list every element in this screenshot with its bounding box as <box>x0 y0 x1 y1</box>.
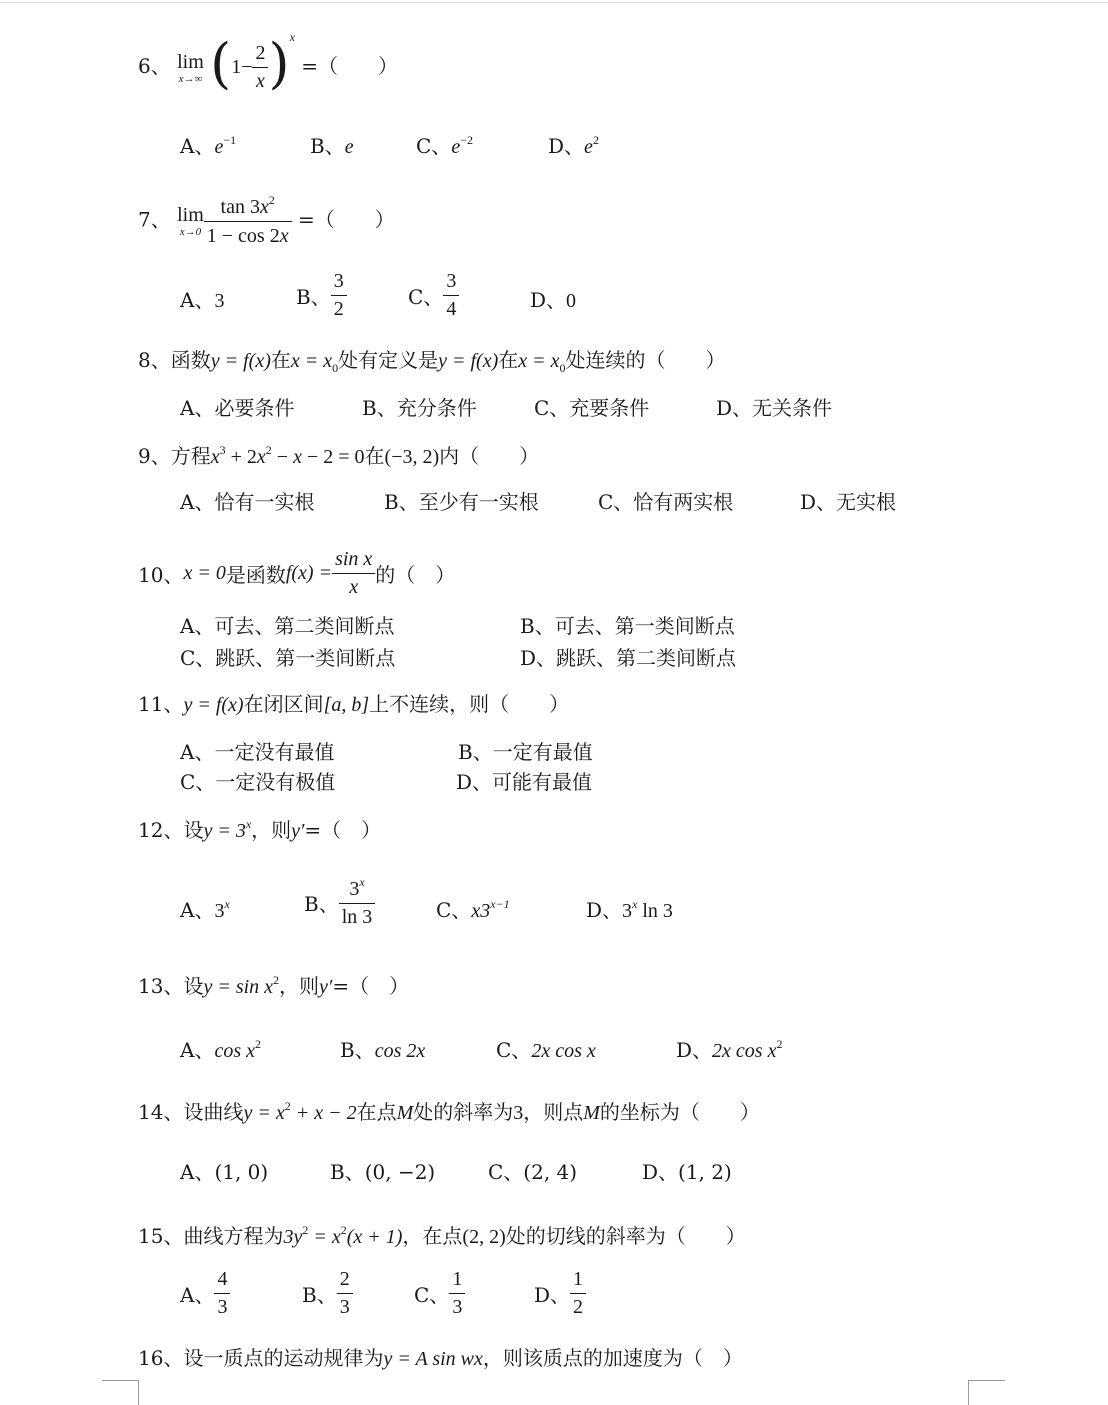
q7-option-c[interactable]: C、 $\frac{3}{4}$ <box>408 270 459 321</box>
q6-right-paren: ) <box>268 31 290 95</box>
q6-option-b[interactable]: B、e <box>310 134 354 158</box>
q10-option-b[interactable]: B、可去、第一类间断点 <box>520 614 735 638</box>
q15-option-a[interactable]: A、 $\frac{4}{3}$ <box>180 1268 230 1319</box>
question-10: 10、x = 0是函数f(x) = $\frac{\text{sin x}}{x}$ 的（ ） <box>138 548 456 598</box>
q12-option-d[interactable]: D、3$^x$ ln 3 <box>586 897 673 922</box>
question-15: 15、曲线方程为$3y^2 = x^2(x + 1)$，在点(2, 2)处的切线的斜率为（ ） <box>138 1223 746 1248</box>
q10-option-a[interactable]: A、可去、第二类间断点 <box>180 614 395 638</box>
q8-option-c[interactable]: C、充要条件 <box>534 396 650 420</box>
q13-option-a[interactable]: A、$\cos x^2$ <box>180 1037 261 1062</box>
q9-option-b[interactable]: B、至少有一实根 <box>384 490 539 514</box>
q7-option-a[interactable]: A、3 <box>180 288 225 312</box>
q7-limit: lim x→0 <box>177 204 204 238</box>
q7-answer-blank: =（ ） <box>297 207 395 232</box>
q13-option-c[interactable]: C、2x cos x <box>496 1038 596 1062</box>
q8-option-d[interactable]: D、无关条件 <box>716 396 833 420</box>
q8-option-b[interactable]: B、充分条件 <box>362 396 477 420</box>
question-16: 16、设一质点的运动规律为y = A sin wx，则该质点的加速度为（ ） <box>138 1346 743 1370</box>
q15-option-c[interactable]: C、 $\frac{1}{3}$ <box>414 1268 465 1319</box>
q7-option-b[interactable]: B、 $\frac{3}{2}$ <box>296 270 347 321</box>
q11-option-a[interactable]: A、一定没有最值 <box>180 740 335 764</box>
q6-option-d[interactable]: D、$e^2$ <box>548 133 599 158</box>
q14-option-d[interactable]: D、(1, 2) <box>642 1160 732 1184</box>
q9-option-a[interactable]: A、恰有一实根 <box>180 490 315 514</box>
page-corner-mark-right <box>968 1380 1005 1405</box>
question-9: 9、方程$x^3 + 2x^2 - x - 2 = 0$在(−3, 2)内（ ） <box>138 443 540 468</box>
q6-option-c[interactable]: C、$e^{-2}$ <box>416 133 473 158</box>
q13-option-d[interactable]: D、2x $\cos x^2$ <box>676 1037 783 1062</box>
q15-option-b[interactable]: B、 $\frac{2}{3}$ <box>302 1268 353 1319</box>
q6-option-a[interactable]: A、$e^{-1}$ <box>180 133 237 158</box>
q14-option-c[interactable]: C、(2, 4) <box>488 1160 578 1184</box>
question-11: 11、y = f(x)在闭区间[a, b]上不连续，则（ ） <box>138 692 570 716</box>
page-corner-mark-left <box>102 1380 139 1405</box>
question-8: 8、函数y = f(x)在$x = x_0$处有定义是y = f(x)在$x = x_0$处连续的（ ） <box>138 348 726 375</box>
q9-option-d[interactable]: D、无实根 <box>800 490 897 514</box>
q15-option-d[interactable]: D、 $\frac{1}{2}$ <box>534 1268 586 1319</box>
q12-option-b[interactable]: B、 $\frac{3^x}{\ln 3}$ <box>304 876 375 929</box>
q6-left-paren: ( <box>210 31 232 95</box>
q8-option-a[interactable]: A、必要条件 <box>180 396 295 420</box>
q10-option-c[interactable]: C、跳跃、第一类间断点 <box>180 646 396 670</box>
question-6: 6、 lim x→∞ (1− $\frac{2}{x}$ )$^x$ =（ ） <box>138 30 399 95</box>
q10-option-d[interactable]: D、跳跃、第二类间断点 <box>520 646 737 670</box>
page-top-border <box>0 2 1108 3</box>
question-7 <box>138 194 395 248</box>
q6-fraction: $\frac{2}{x}$ <box>252 42 268 93</box>
q14-option-a[interactable]: A、(1, 0) <box>180 1160 269 1184</box>
q11-option-b[interactable]: B、一定有最值 <box>458 740 593 764</box>
q7-option-d[interactable]: D、0 <box>530 288 577 312</box>
q12-option-a[interactable]: A、3$^x$ <box>180 897 230 922</box>
q9-option-c[interactable]: C、恰有两实根 <box>598 490 734 514</box>
q6-number: 6、 <box>138 54 171 78</box>
q11-option-d[interactable]: D、可能有最值 <box>456 770 593 794</box>
q6-answer-blank: =（ ） <box>301 54 399 78</box>
q7-fraction: $\frac{\tan 3x^2}{1 - \cos 2x}$ <box>204 194 292 248</box>
q13-option-b[interactable]: B、cos 2x <box>340 1038 426 1062</box>
q12-option-c[interactable]: C、$x3^{x-1}$ <box>436 897 510 922</box>
q14-option-b[interactable]: B、(0, −2) <box>330 1160 436 1184</box>
q7-number: 7、 <box>138 207 171 232</box>
q6-limit: lim x→∞ <box>177 50 204 85</box>
q10-fraction: $\frac{\text{sin x}}{x}$ <box>332 548 375 599</box>
question-13: 13、设$y = \sin x^2$，则y′=（ ） <box>138 973 410 998</box>
question-12: 12、设$y = 3^x$，则y′=（ ） <box>138 817 382 842</box>
q11-option-c[interactable]: C、一定没有极值 <box>180 770 336 794</box>
question-14: 14、设曲线$y = x^2 + x - 2$在点M处的斜率为3，则点M的坐标为（ ） <box>138 1099 760 1124</box>
